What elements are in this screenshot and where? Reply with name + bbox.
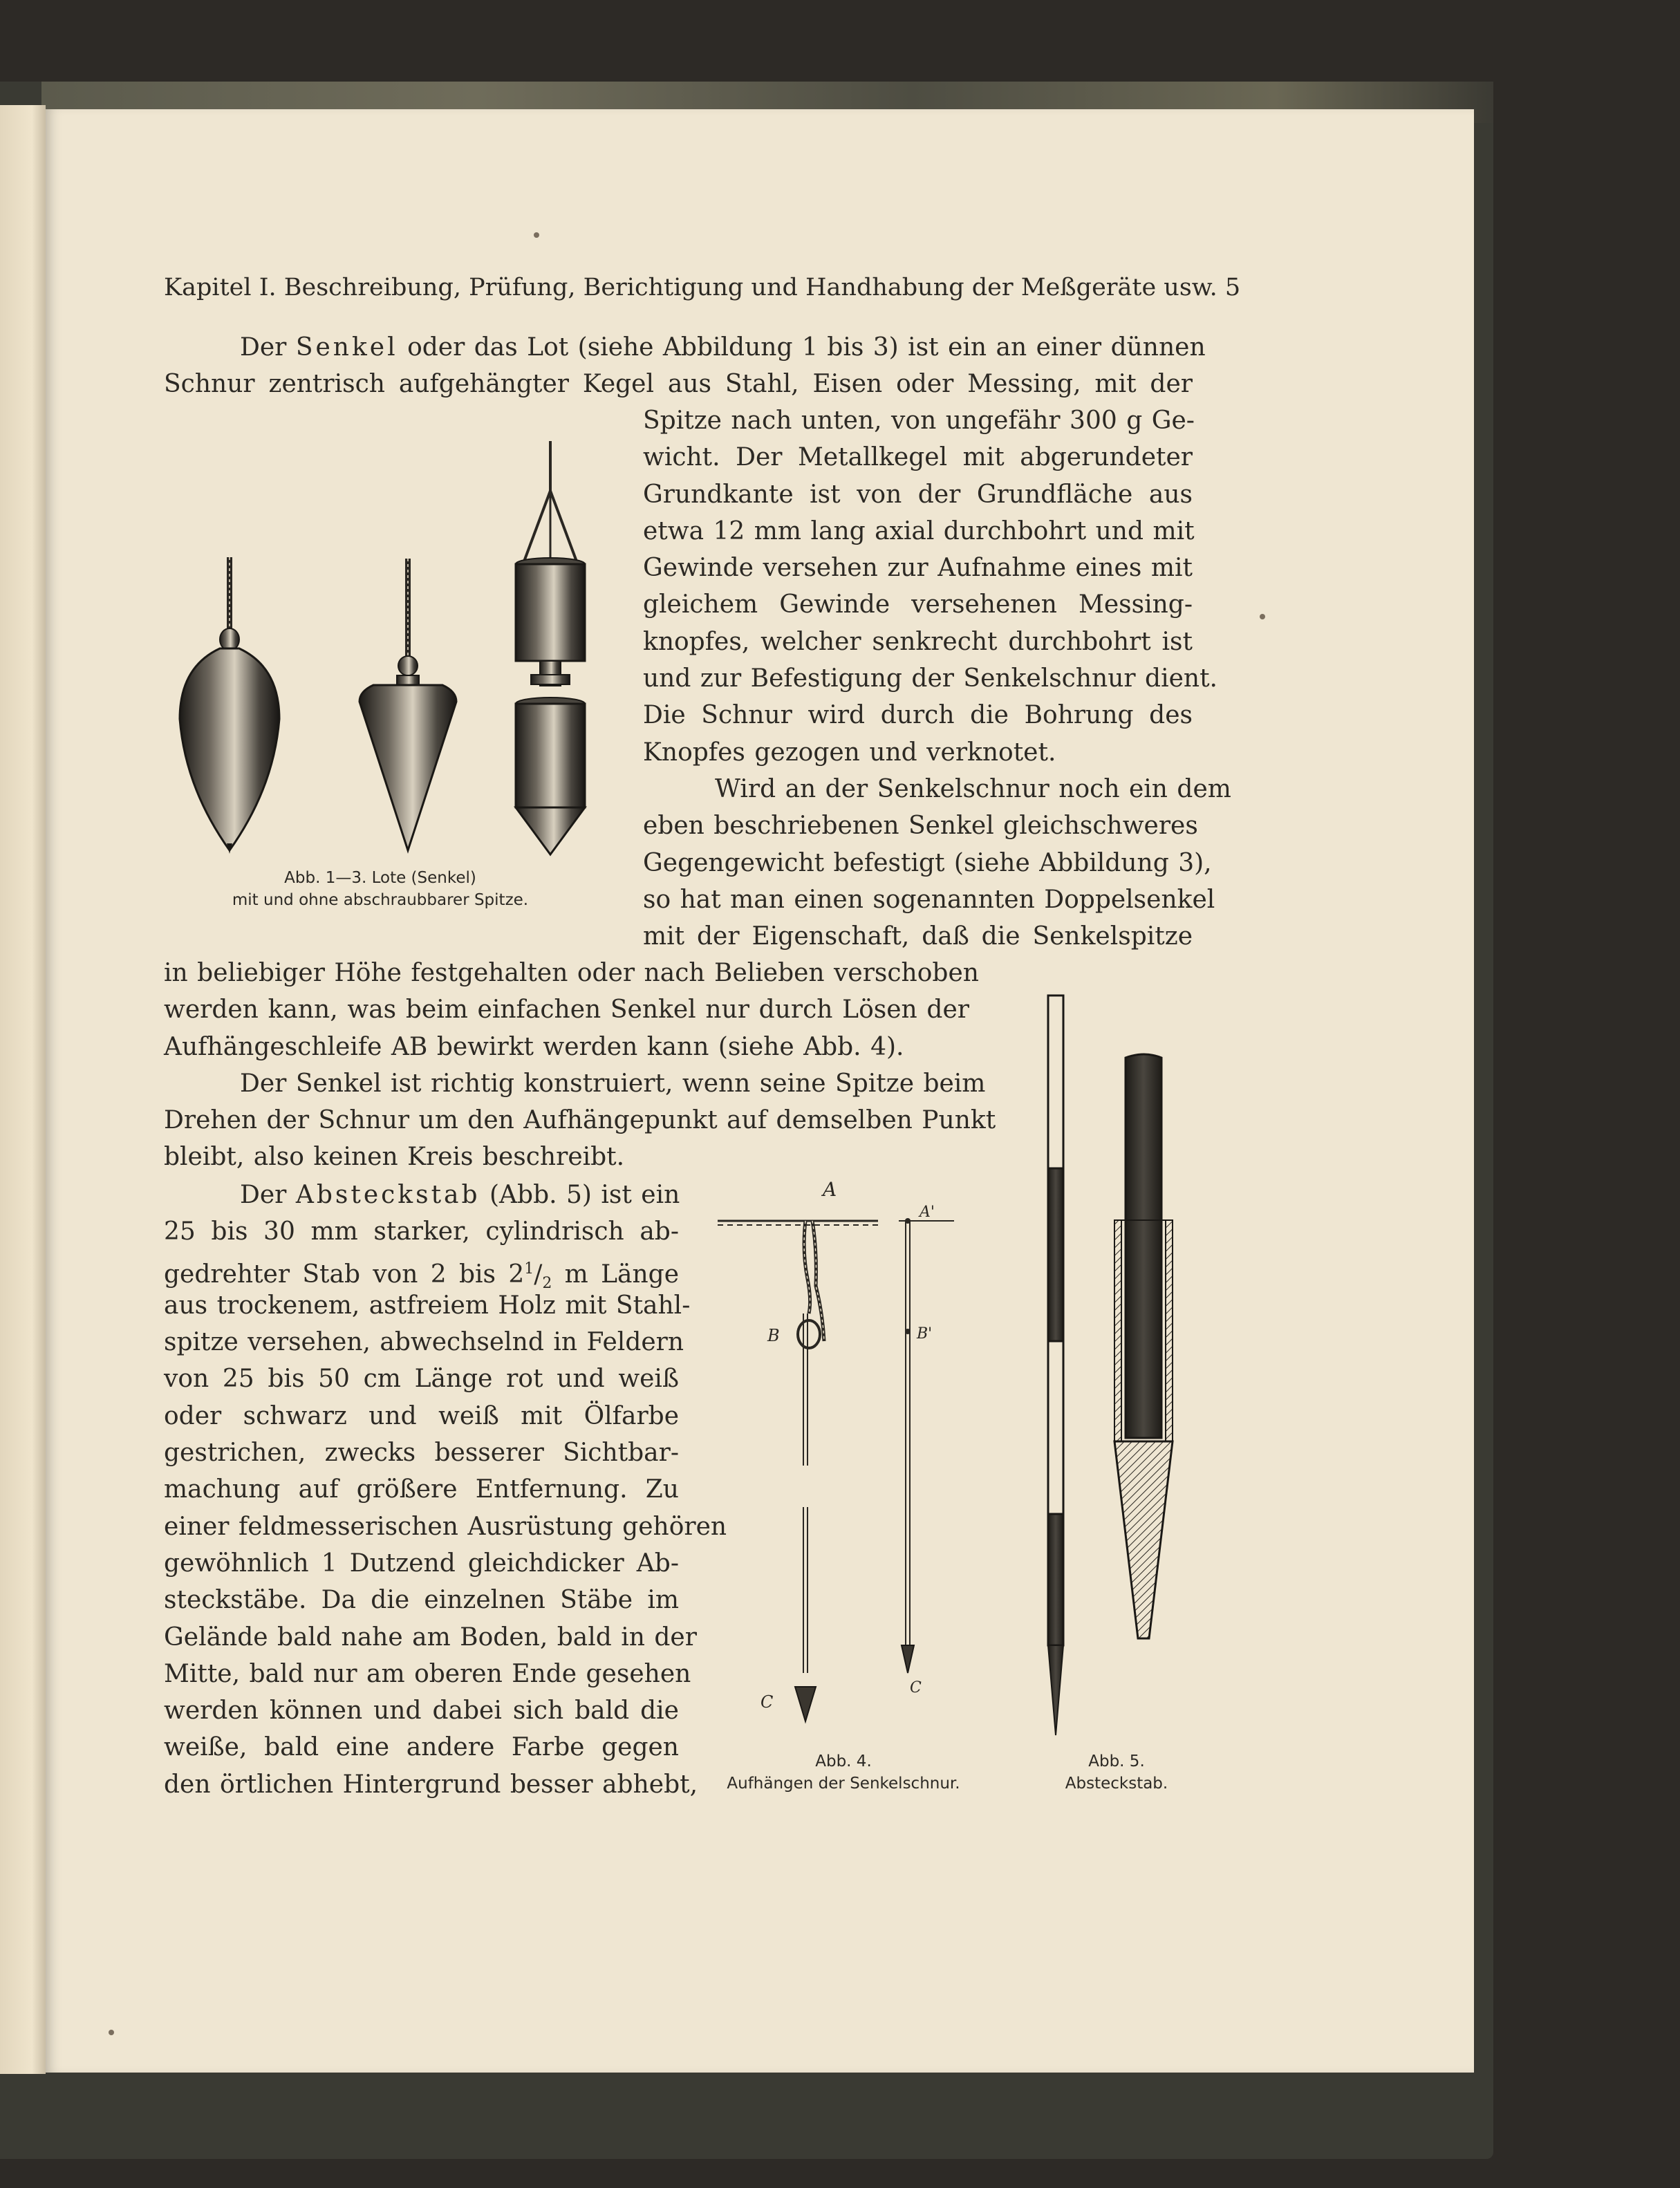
term-senkel: Senkel bbox=[295, 333, 398, 362]
text-line: und zur Befestigung der Senkelschnur dient. bbox=[643, 664, 1218, 693]
paragraph-senkel-right-column bbox=[643, 402, 1231, 955]
page-number: 5 bbox=[1224, 274, 1241, 301]
caption-line: Abb. 5. bbox=[1088, 1752, 1145, 1770]
text-line: werden kann, was beim einfachen Senkel nur durch Lösen der bbox=[164, 995, 969, 1025]
text-line: Gegengewicht befestigt (siehe Abbildung 3), bbox=[643, 848, 1212, 877]
paper-speck bbox=[1260, 614, 1265, 619]
text-line: Der Senkel oder das Lot (siehe Abbildung 1 bis 3) ist ein an einer dünnen bbox=[240, 333, 1206, 362]
paragraph-senkel-intro bbox=[164, 329, 1206, 403]
caption-line: mit und ohne abschraubbarer Spitze. bbox=[232, 891, 529, 909]
text-line: knopfes, welcher senkrecht durchbohrt ist bbox=[643, 627, 1193, 656]
text-line: Grundkante ist von der Grundfläche aus bbox=[643, 480, 1193, 509]
left-page-edge bbox=[0, 105, 46, 2079]
figure-plumb-bobs bbox=[166, 429, 622, 871]
figure-1-3-caption bbox=[166, 867, 595, 911]
text-line: Mitte, bald nur am oberen Ende gesehen bbox=[164, 1659, 691, 1688]
text-line: gestrichen, zwecks besserer Sichtbar- bbox=[164, 1439, 679, 1468]
text-line: oder schwarz und weiß mit Ölfarbe bbox=[164, 1401, 679, 1430]
label-a: A bbox=[823, 1178, 837, 1201]
running-header bbox=[164, 274, 1241, 301]
running-title: Kapitel I. Beschreibung, Prüfung, Berichtigung und Handhabung der Meßgeräte usw. bbox=[164, 274, 1217, 301]
label-a-prime: A' bbox=[920, 1204, 935, 1221]
label-b-prime: B' bbox=[917, 1325, 933, 1343]
text-line: den örtlichen Hintergrund besser abhebt, bbox=[164, 1770, 698, 1799]
text-line: aus trockenem, astfreiem Holz mit Stahl- bbox=[164, 1291, 691, 1320]
paper-speck bbox=[534, 232, 539, 238]
paragraph-doppelsenkel bbox=[164, 955, 996, 1176]
text-line: Gewinde versehen zur Aufnahme eines mit bbox=[643, 554, 1193, 583]
ranging-pole-tip-detail bbox=[1114, 1054, 1173, 1638]
text-line: in beliebiger Höhe festgehalten oder nach Belieben verschoben bbox=[164, 959, 979, 987]
caption-line: Absteckstab. bbox=[1065, 1775, 1168, 1793]
label-c: C bbox=[760, 1692, 774, 1712]
plumb-bob-3 bbox=[516, 441, 585, 854]
text-line: gedrehter Stab von 2 bis $2^1/_2$ m Länge bbox=[164, 1260, 680, 1292]
text-line: werden können und dabei sich bald die bbox=[164, 1696, 679, 1726]
text-line: Der Senkel ist richtig konstruiert, wenn seine Spitze beim bbox=[240, 1069, 986, 1098]
text-line: mit der Eigenschaft, daß die Senkelspitze bbox=[643, 922, 1193, 951]
ranging-pole-full bbox=[1048, 995, 1063, 1735]
text-line: Spitze nach unten, von ungefähr 300 g Ge- bbox=[643, 406, 1195, 435]
figure-5-caption bbox=[1034, 1750, 1200, 1795]
text-line: Aufhängeschleife AB bewirkt werden kann (siehe Abb. 4). bbox=[164, 1032, 904, 1061]
plumb-bob-2 bbox=[360, 559, 456, 850]
text-line: etwa 12 mm lang axial durchbohrt und mit bbox=[643, 516, 1195, 545]
label-b: B bbox=[767, 1326, 780, 1345]
text-line: Wird an der Senkelschnur noch ein dem bbox=[715, 774, 1231, 803]
text-line: Der Absteckstab (Abb. 5) ist ein bbox=[240, 1181, 680, 1209]
book-bottom-edge bbox=[0, 2074, 1493, 2085]
text-line: Knopfes gezogen und verknotet. bbox=[643, 738, 1056, 767]
text-line: eben beschriebenen Senkel gleichschweres bbox=[643, 812, 1198, 841]
figure-4-caption bbox=[705, 1750, 982, 1795]
paper-speck bbox=[109, 2030, 114, 2035]
caption-line: Aufhängen der Senkelschnur. bbox=[727, 1775, 960, 1793]
text-line: wicht. Der Metallkegel mit abgerundeter bbox=[643, 443, 1193, 472]
figure-hanging-cord bbox=[712, 1175, 975, 1742]
text-line: bleibt, also keinen Kreis beschreibt. bbox=[164, 1143, 625, 1172]
paragraph-absteckstab bbox=[164, 1177, 727, 1803]
text-line: spitze versehen, abwechselnd in Feldern bbox=[164, 1328, 684, 1357]
text-line: steckstäbe. Da die einzelnen Stäbe im bbox=[164, 1586, 679, 1615]
text-line: Drehen der Schnur um den Aufhängepunkt auf demselben Punkt bbox=[164, 1106, 996, 1135]
caption-line: Abb. 1—3. Lote (Senkel) bbox=[284, 869, 476, 887]
plumb-bob-1 bbox=[180, 557, 279, 854]
text-line: von 25 bis 50 cm Länge rot und weiß bbox=[164, 1365, 679, 1394]
text-line: machung auf größere Entfernung. Zu bbox=[164, 1475, 679, 1504]
text-line: gewöhnlich 1 Dutzend gleichdicker Ab- bbox=[164, 1549, 679, 1578]
label-c-prime: C bbox=[910, 1679, 922, 1696]
text-line: so hat man einen sogenannten Doppelsenkel bbox=[643, 885, 1215, 914]
term-absteckstab: Absteckstab bbox=[295, 1181, 480, 1209]
text-line: weiße, bald eine andere Farbe gegen bbox=[164, 1733, 679, 1762]
text-line: 25 bis 30 mm starker, cylindrisch ab- bbox=[164, 1217, 679, 1246]
figure-ranging-pole bbox=[1037, 989, 1217, 1742]
text-line: Schnur zentrisch aufgehängter Kegel aus Stahl, Eisen oder Messing, mit der bbox=[164, 370, 1193, 399]
caption-line: Abb. 4. bbox=[815, 1752, 872, 1770]
text-line: Die Schnur wird durch die Bohrung des bbox=[643, 701, 1193, 730]
text-line: einer feldmesserischen Ausrüstung gehören bbox=[164, 1512, 727, 1541]
text-line: Gelände bald nahe am Boden, bald in der bbox=[164, 1623, 697, 1652]
text-line: gleichem Gewinde versehenen Messing- bbox=[643, 590, 1193, 619]
